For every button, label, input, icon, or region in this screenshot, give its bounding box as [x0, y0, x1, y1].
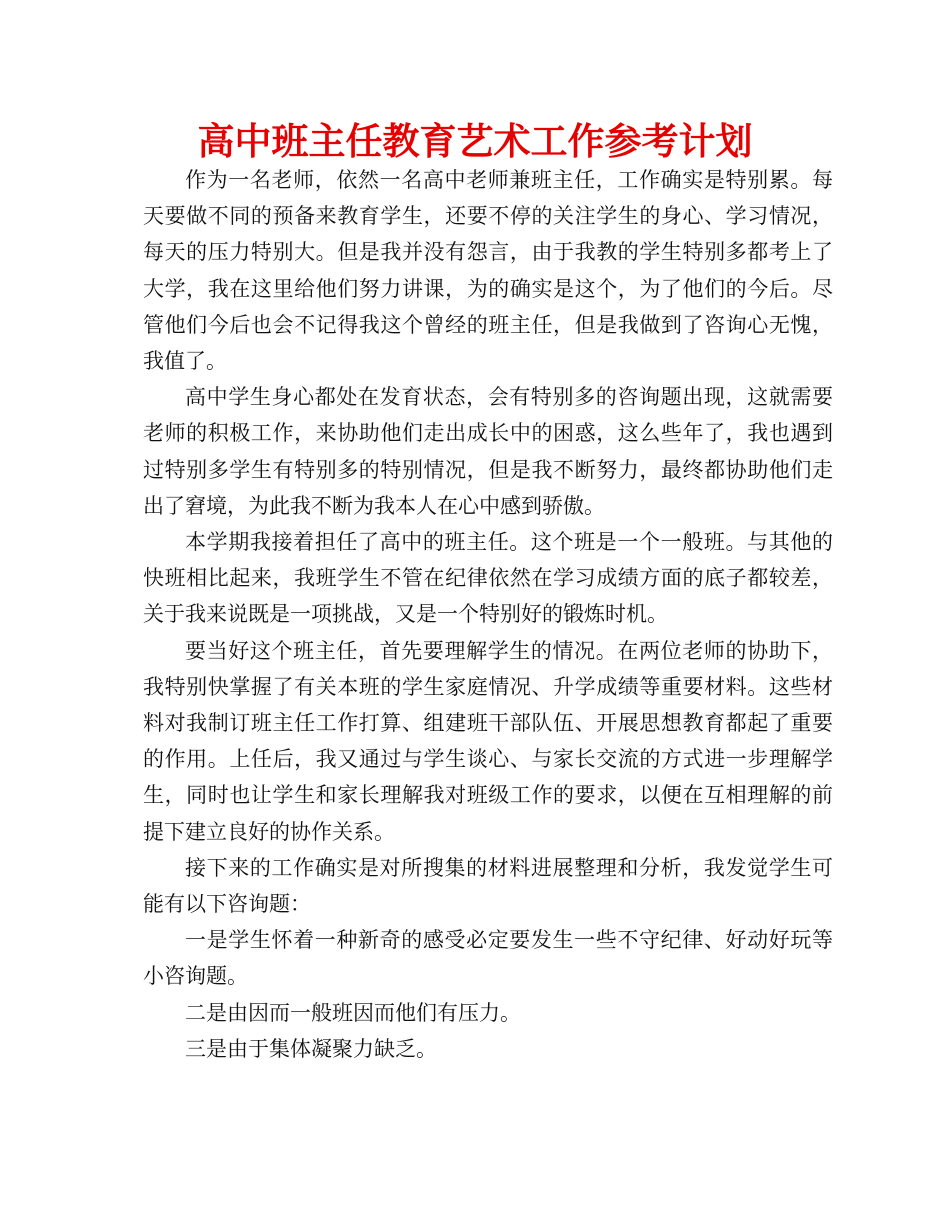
paragraph: 三是由于集体凝聚力缺乏。	[185, 1036, 437, 1061]
paragraph: 一是学生怀着一种新奇的感受必定要发生一些不守纪律、好动好玩等小咨询题。	[143, 928, 833, 989]
paragraph: 本学期我接着担任了高中的班主任。这个班是一个一般班。与其他的快班相比起来，我班学生不管在纪律依然在学习成绩方面的底子都较差，关于我来说既是一项挑战，又是一个特别好的锻炼时机。	[143, 530, 833, 627]
paragraph: 要当好这个班主任，首先要理解学生的情况。在两位老师的协助下，我特别快掌握了有关本班的学生家庭情况、升学成绩等重要材料。这些材料对我制订班主任工作打算、组建班干部队伍、开展思想教育都起了重要的作用。上任后，我又通过与学生谈心、与家长交流的方式进一步理解学生，同时也让学生和家长理解我对班级工作的要求，以便在互相理解的前提下建立良好的协作关系。	[143, 638, 833, 844]
paragraph: 作为一名老师，依然一名高中老师兼班主任，工作确实是特别累。每天要做不同的预备来教育学生，还要不停的关注学生的身心、学习情况，每天的压力特别大。但是我并没有怨言，由于我教的学生特别多都考上了大学，我在这里给他们努力讲课，为的确实是这个，为了他们的今后。尽管他们今后也会不记得我这个曾经的班主任，但是我做到了咨询心无愧，我值了。	[143, 168, 833, 374]
paragraph: 二是由因而一般班因而他们有压力。	[185, 1000, 521, 1025]
paragraph: 接下来的工作确实是对所搜集的材料进展整理和分析，我发觉学生可能有以下咨询题：	[143, 855, 833, 917]
document-body	[143, 162, 833, 1067]
paragraph: 高中学生身心都处在发育状态，会有特别多的咨询题出现，这就需要老师的积极工作，来协助他们走出成长中的困惑，这么些年了，我也遇到过特别多学生有特别多的特别情况，但是我不断努力，最终都协助他们走出了窘境，为此我不断为我本人在心中感到骄傲。	[143, 385, 833, 518]
document-title: 高中班主任教育艺术工作参考计划	[197, 120, 753, 163]
